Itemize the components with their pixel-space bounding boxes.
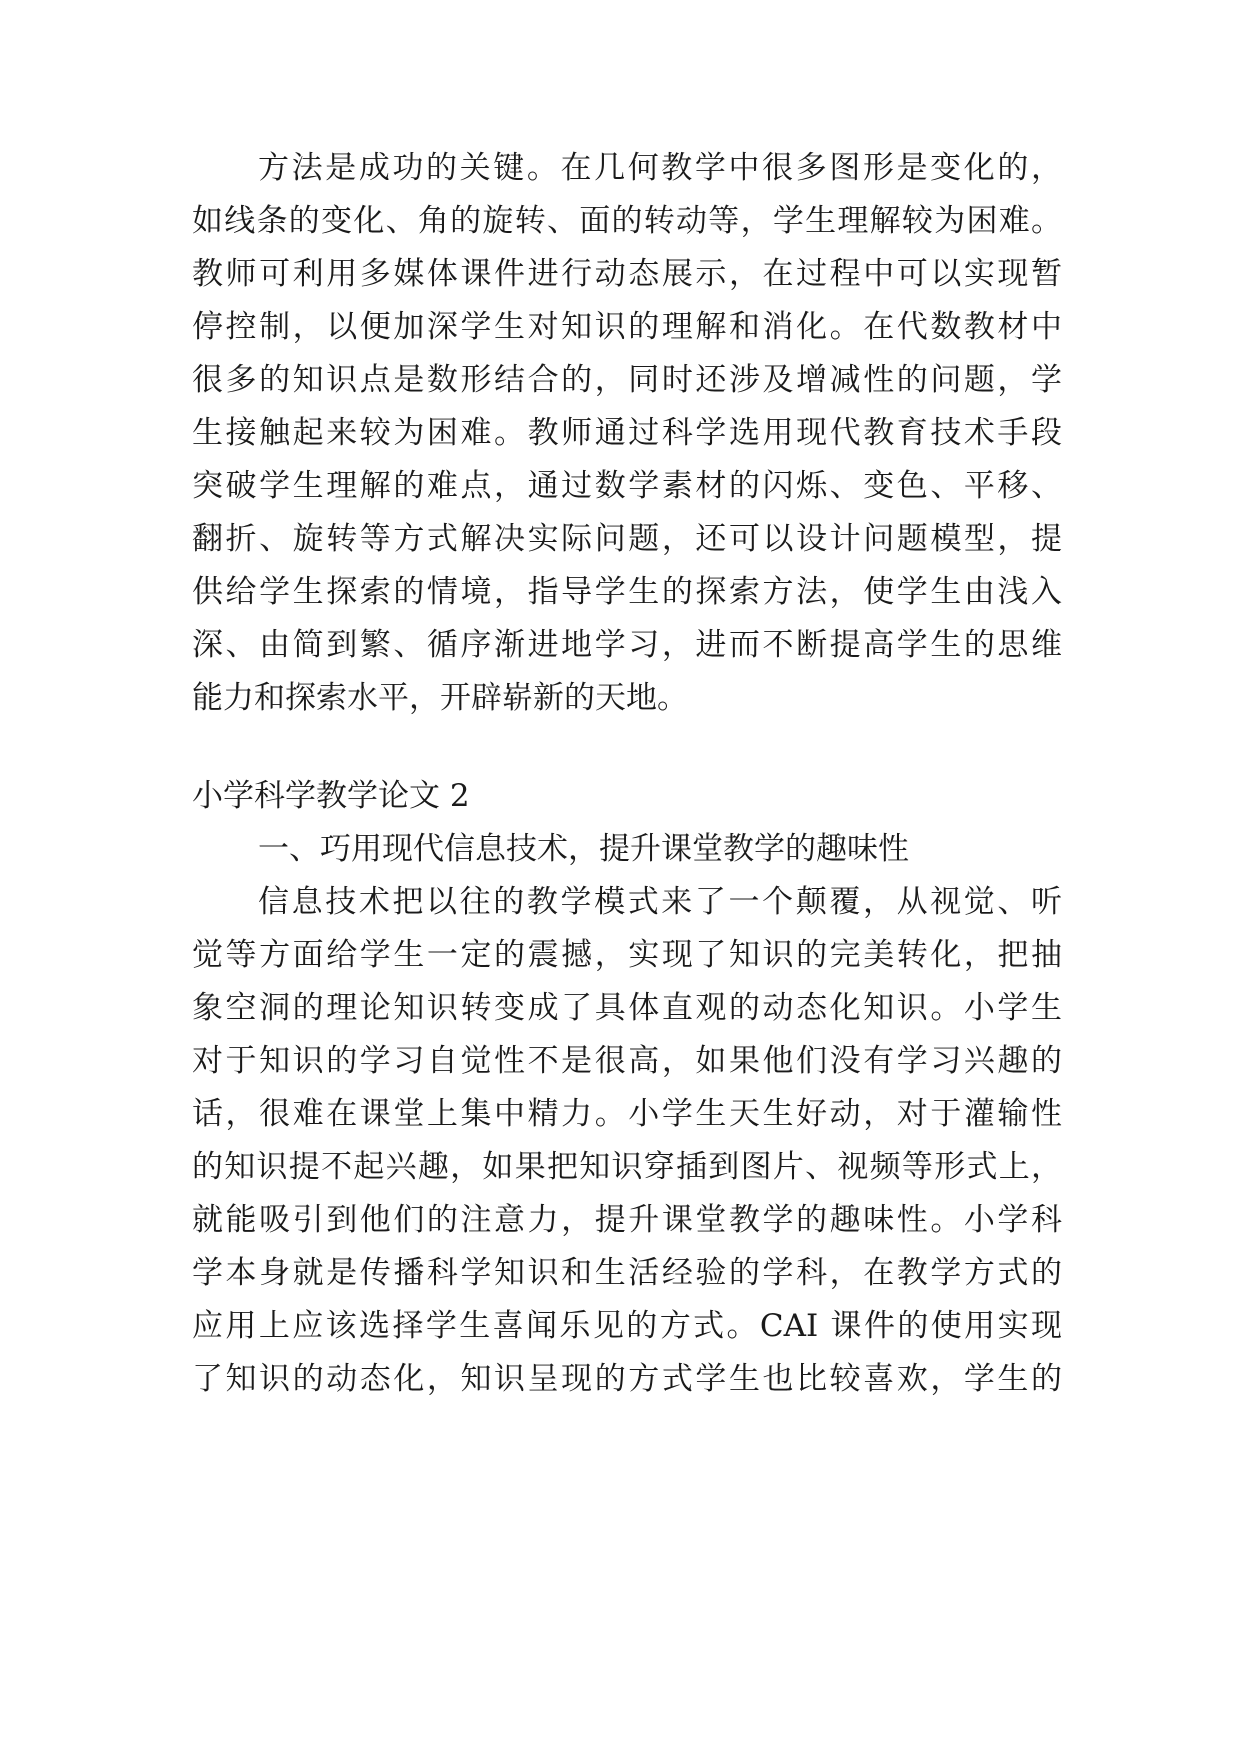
paragraph-line: 停控制，以便加深学生对知识的理解和消化。在代数教材中: [192, 309, 1062, 345]
paragraph-line: 了知识的动态化，知识呈现的方式学生也比较喜欢，学生的: [192, 1361, 1062, 1397]
paragraph-line: 信息技术把以往的教学模式来了一个颠覆，从视觉、听: [258, 884, 1062, 920]
paragraph-line: 学本身就是传播科学知识和生活经验的学科，在教学方式的: [192, 1255, 1062, 1291]
subheading: 一、巧用现代信息技术，提升课堂教学的趣味性: [258, 831, 909, 867]
paragraph-line: 话，很难在课堂上集中精力。小学生天生好动，对于灌输性: [192, 1096, 1062, 1132]
paragraph-line: 生接触起来较为困难。教师通过科学选用现代教育技术手段: [192, 415, 1062, 451]
paragraph-line: 如线条的变化、角的旋转、面的转动等，学生理解较为困难。: [192, 203, 1062, 239]
paragraph-line: 深、由简到繁、循序渐进地学习，进而不断提高学生的思维: [192, 627, 1062, 663]
paragraph-line: 供给学生探索的情境，指导学生的探索方法，使学生由浅入: [192, 574, 1062, 610]
paragraph-line: 的知识提不起兴趣，如果把知识穿插到图片、视频等形式上，: [192, 1149, 1062, 1185]
paragraph-line: 象空洞的理论知识转变成了具体直观的动态化知识。小学生: [192, 990, 1062, 1026]
paragraph-line: 翻折、旋转等方式解决实际问题，还可以设计问题模型，提: [192, 521, 1062, 557]
paragraph-line: 对于知识的学习自觉性不是很高，如果他们没有学习兴趣的: [192, 1043, 1062, 1079]
paragraph-line: 觉等方面给学生一定的震撼，实现了知识的完美转化，把抽: [192, 937, 1062, 973]
section-title-block: [192, 776, 1062, 816]
section-title: 小学科学教学论文 2: [192, 778, 470, 814]
paragraph-line: 就能吸引到他们的注意力，提升课堂教学的趣味性。小学科: [192, 1202, 1062, 1238]
paragraph-line: 很多的知识点是数形结合的，同时还涉及增减性的问题，学: [192, 362, 1062, 398]
paragraph-1: [192, 148, 1062, 716]
paragraph-line: 教师可利用多媒体课件进行动态展示，在过程中可以实现暂: [192, 256, 1062, 292]
paragraph-2: [192, 882, 1062, 1402]
paragraph-line: 方法是成功的关键。在几何教学中很多图形是变化的，: [258, 150, 1062, 186]
paragraph-line: 能力和探索水平，开辟崭新的天地。: [192, 680, 688, 716]
subheading-block: [192, 829, 1062, 869]
paragraph-line: 突破学生理解的难点，通过数学素材的闪烁、变色、平移、: [192, 468, 1062, 504]
paragraph-line: 应用上应该选择学生喜闻乐见的方式。CAI 课件的使用实现: [192, 1308, 1062, 1344]
